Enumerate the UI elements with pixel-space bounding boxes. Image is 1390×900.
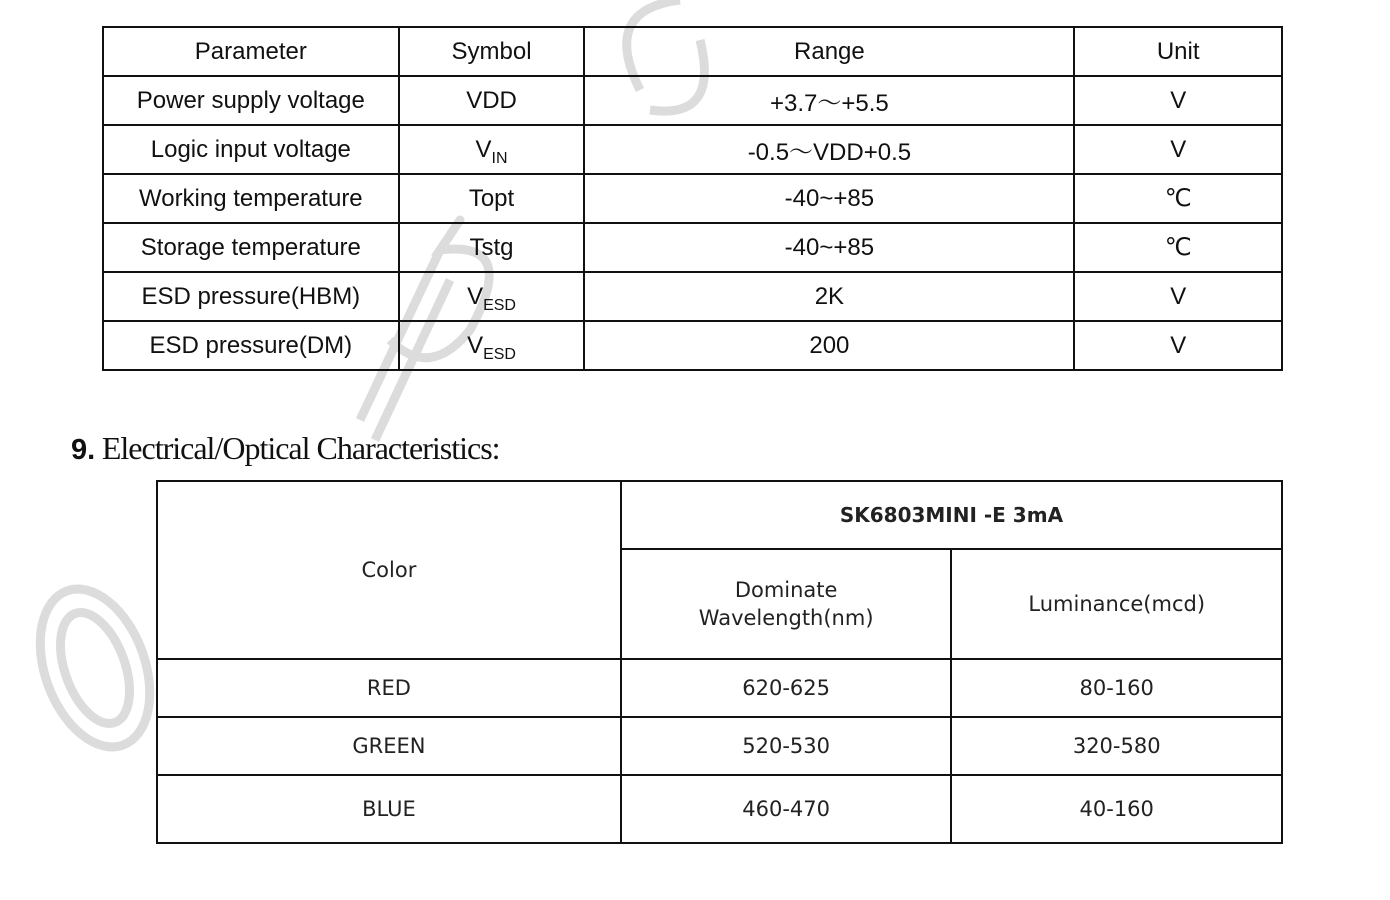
luminance-cell: 80-160 <box>951 659 1282 717</box>
parameter-cell: ESD pressure(HBM) <box>103 272 399 321</box>
symbol-text: Topt <box>468 184 515 212</box>
table-row <box>103 125 1282 174</box>
table-header-row <box>103 27 1282 76</box>
wavelength-cell: 460-470 <box>621 775 952 843</box>
table-row <box>157 659 1282 717</box>
color-cell: GREEN <box>157 717 621 775</box>
parameter-cell: Working temperature <box>103 174 399 223</box>
symbol-subscript: ESD <box>483 296 516 314</box>
symbol-cell <box>399 272 585 321</box>
range-cell: -40~+85 <box>584 223 1074 272</box>
section-title: Electrical/Optical Characteristics: <box>101 430 500 466</box>
electrical-optical-table <box>156 480 1283 844</box>
header-symbol: Symbol <box>399 27 585 76</box>
symbol-cell <box>399 321 585 370</box>
symbol-text: V <box>467 282 484 310</box>
color-cell: RED <box>157 659 621 717</box>
header-model: SK6803MINI -E 3mA <box>621 481 1282 549</box>
symbol-subscript: IN <box>491 149 508 167</box>
symbol-text: V <box>467 331 484 359</box>
table-row <box>103 174 1282 223</box>
luminance-cell: 320-580 <box>951 717 1282 775</box>
table-row <box>103 321 1282 370</box>
table-row <box>103 272 1282 321</box>
range-cell: -0.5～VDD+0.5 <box>584 125 1074 174</box>
table-row <box>103 76 1282 125</box>
range-cell: -40~+85 <box>584 174 1074 223</box>
range-cell: +3.7～+5.5 <box>584 76 1074 125</box>
table-row <box>157 775 1282 843</box>
unit-cell: V <box>1074 272 1282 321</box>
symbol-cell <box>399 223 585 272</box>
color-cell: BLUE <box>157 775 621 843</box>
symbol-cell <box>399 125 585 174</box>
header-wavelength-line1: Dominate <box>734 578 838 602</box>
header-luminance: Luminance(mcd) <box>951 549 1282 659</box>
table-row <box>157 717 1282 775</box>
wavelength-cell: 520-530 <box>621 717 952 775</box>
table-row <box>103 223 1282 272</box>
symbol-cell <box>399 174 585 223</box>
section-heading <box>71 430 500 467</box>
symbol-cell <box>399 76 585 125</box>
unit-cell: V <box>1074 321 1282 370</box>
header-range: Range <box>584 27 1074 76</box>
luminance-cell: 40-160 <box>951 775 1282 843</box>
symbol-subscript: ESD <box>483 345 516 363</box>
header-parameter: Parameter <box>103 27 399 76</box>
symbol-text: V <box>475 135 492 163</box>
unit-cell: V <box>1074 125 1282 174</box>
header-wavelength <box>621 549 952 659</box>
absolute-max-ratings-table <box>102 26 1283 371</box>
header-color: Color <box>157 481 621 659</box>
parameter-cell: Power supply voltage <box>103 76 399 125</box>
symbol-text: VDD <box>466 86 517 114</box>
header-wavelength-line2: Wavelength(nm) <box>698 606 874 630</box>
range-cell: 2K <box>584 272 1074 321</box>
unit-cell: V <box>1074 76 1282 125</box>
table-header-row <box>157 481 1282 549</box>
wavelength-cell: 620-625 <box>621 659 952 717</box>
parameter-cell: Storage temperature <box>103 223 399 272</box>
unit-cell: ℃ <box>1074 174 1282 223</box>
section-number: 9. <box>71 434 96 466</box>
header-unit: Unit <box>1074 27 1282 76</box>
symbol-text: Tstg <box>469 233 514 261</box>
parameter-cell: ESD pressure(DM) <box>103 321 399 370</box>
unit-cell: ℃ <box>1074 223 1282 272</box>
range-cell: 200 <box>584 321 1074 370</box>
parameter-cell: Logic input voltage <box>103 125 399 174</box>
